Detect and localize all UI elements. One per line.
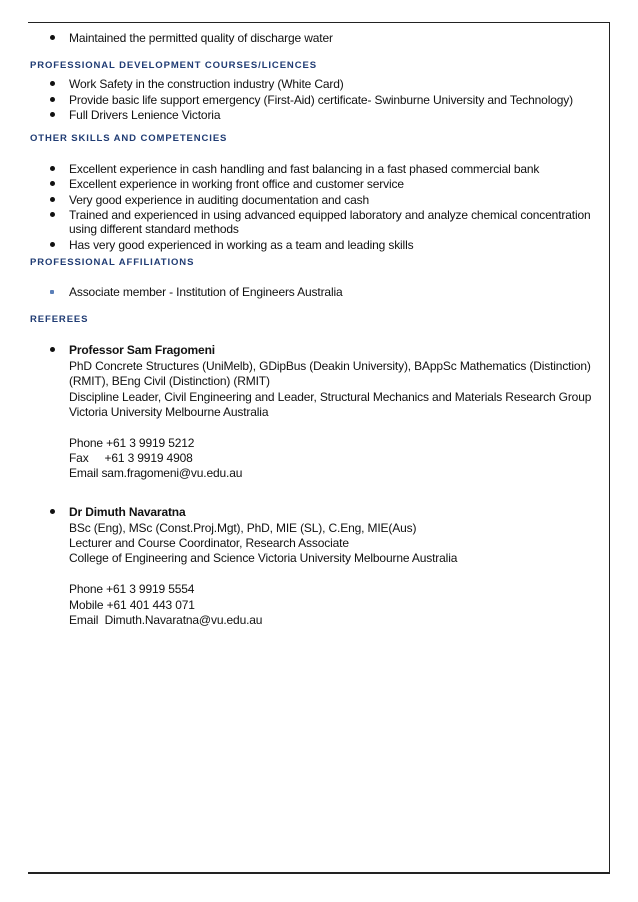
referee-fax: Fax +61 3 9919 4908 [69,451,193,465]
list-item: Full Drivers Lenience Victoria [69,108,221,122]
bullet-dot [50,509,55,514]
bullet-dot [50,112,55,117]
bullet-dot [50,97,55,102]
bullet-dot [50,81,55,86]
list-item: Very good experience in auditing documentation and cash [69,193,369,207]
section-heading-other-skills: OTHER SKILLS AND COMPETENCIES [30,133,228,144]
referee-detail: Discipline Leader, Civil Engineering and Leader, Structural Mechanics and Materials Research Group [69,390,592,404]
referee-detail: BSc (Eng), MSc (Const.Proj.Mgt), PhD, MIE (SL), C.Eng, MIE(Aus) [69,521,417,535]
list-item: Provide basic life support emergency (First-Aid) certificate- Swinburne University and Technology) [69,93,573,107]
bullet-dot [50,347,55,352]
bullet-dot [50,166,55,171]
bullet-dot [50,181,55,186]
list-item: Excellent experience in cash handling and fast balancing in a fast phased commercial bank [69,162,540,176]
bullet-dot [50,35,55,40]
referee-detail: Lecturer and Course Coordinator, Research Associate [69,536,349,550]
list-item: Trained and experienced in using advanced equipped laboratory and analyze chemical concentration using different standard methods [69,208,591,236]
referee-email: Email Dimuth.Navaratna@vu.edu.au [69,613,263,627]
section-heading-referees: REFEREES [30,314,89,325]
referee-name: Dr Dimuth Navaratna [69,505,186,519]
list-item: Has very good experienced in working as a team and leading skills [69,238,414,252]
referee-email: Email sam.fragomeni@vu.edu.au [69,466,243,480]
bullet-dot [50,197,55,202]
section-heading-professional-development: PROFESSIONAL DEVELOPMENT COURSES/LICENCES [30,60,317,71]
list-item: Associate member - Institution of Engineers Australia [69,285,343,299]
list-item: Excellent experience in working front office and customer service [69,177,404,191]
referee-detail: Victoria University Melbourne Australia [69,405,269,419]
referee-detail: PhD Concrete Structures (UniMelb), GDipBus (Deakin University), BAppSc Mathematics (Distinction) [69,359,591,373]
bullet-square [50,290,54,294]
referee-phone: Phone +61 3 9919 5554 [69,582,195,596]
bullet-dot [50,242,55,247]
referee-phone: Phone +61 3 9919 5212 [69,436,195,450]
list-item: Maintained the permitted quality of discharge water [69,31,333,45]
section-heading-affiliations: PROFESSIONAL AFFILIATIONS [30,257,195,268]
referee-detail: College of Engineering and Science Victoria University Melbourne Australia [69,551,458,565]
referee-name: Professor Sam Fragomeni [69,343,215,357]
bullet-dot [50,212,55,217]
referee-detail: (RMIT), BEng Civil (Distinction) (RMIT) [69,374,270,388]
list-item: Work Safety in the construction industry (White Card) [69,77,344,91]
referee-mobile: Mobile +61 401 443 071 [69,598,195,612]
